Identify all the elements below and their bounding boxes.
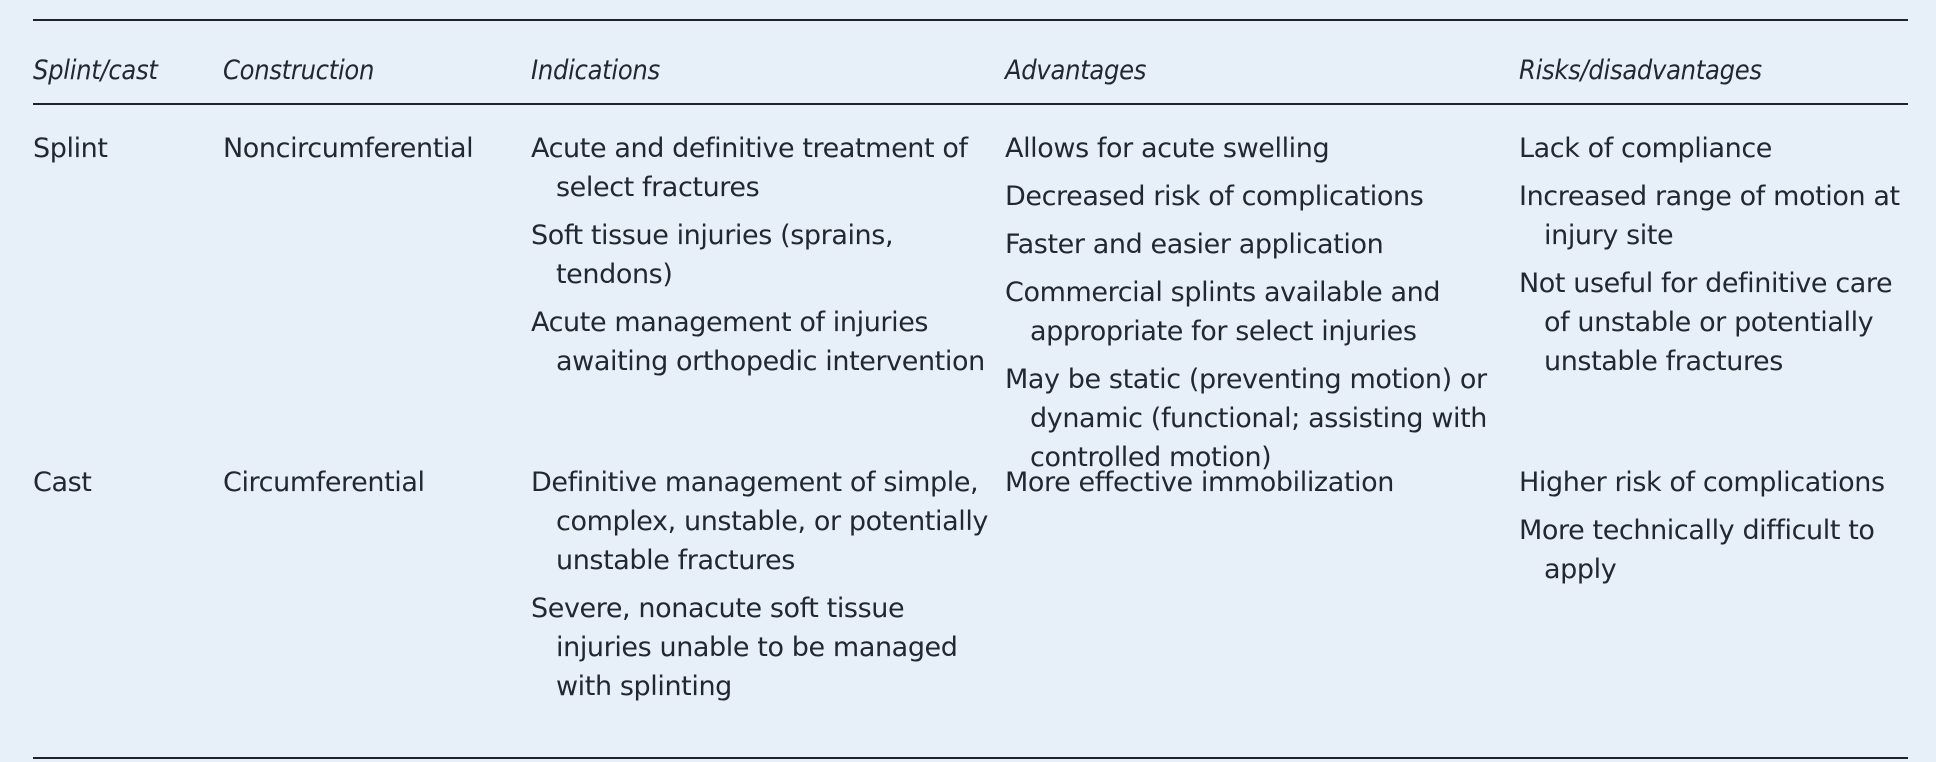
header-advantages: Advantages bbox=[1005, 55, 1147, 86]
cell-construction: Noncircumferential bbox=[223, 133, 474, 164]
header-row bbox=[33, 21, 1908, 103]
risk-item: Not useful for definitive care of unstable or potentially unstable fractures bbox=[1519, 268, 1893, 377]
indication-item: Soft tissue injuries (sprains, tendons) bbox=[531, 220, 894, 290]
indication-item: Definitive management of simple, complex, unstable, or potentially unstable fractures bbox=[531, 467, 989, 576]
header-indications: Indications bbox=[531, 55, 660, 86]
bottom-rule bbox=[33, 757, 1908, 759]
indication-item: Acute management of injuries awaiting orthopedic intervention bbox=[531, 307, 985, 377]
advantage-item: Allows for acute swelling bbox=[1005, 133, 1330, 164]
risk-item: More technically difficult to apply bbox=[1519, 515, 1875, 585]
cell-type: Cast bbox=[33, 467, 92, 498]
cell-indications bbox=[531, 463, 1005, 757]
header-splint-cast: Splint/cast bbox=[33, 55, 158, 86]
header-construction: Construction bbox=[223, 55, 375, 86]
cell-risks bbox=[1519, 463, 1908, 757]
advantage-item: May be static (preventing motion) or dynamic (functional; assisting with controlled motion) bbox=[1005, 364, 1488, 473]
risk-item: Lack of compliance bbox=[1519, 133, 1772, 164]
indication-item: Severe, nonacute soft tissue injuries unable to be managed with splinting bbox=[531, 593, 958, 702]
table-row-splint bbox=[33, 105, 1908, 473]
cell-indications bbox=[531, 129, 1005, 463]
advantage-item: Faster and easier application bbox=[1005, 229, 1384, 260]
cell-construction: Circumferential bbox=[223, 467, 425, 498]
risk-item: Higher risk of complications bbox=[1519, 467, 1885, 498]
header-risks: Risks/disadvantages bbox=[1519, 55, 1762, 86]
table-row-cast bbox=[33, 463, 1908, 757]
advantage-item: More effective immobilization bbox=[1005, 467, 1394, 498]
splint-cast-comparison-table bbox=[33, 19, 1908, 759]
cell-advantages bbox=[1005, 129, 1519, 473]
advantage-item: Commercial splints available and appropriate for select injuries bbox=[1005, 277, 1441, 347]
indication-item: Acute and definitive treatment of select fractures bbox=[531, 133, 968, 203]
cell-type: Splint bbox=[33, 133, 108, 164]
risk-item: Increased range of motion at injury site bbox=[1519, 181, 1900, 251]
cell-risks bbox=[1519, 129, 1908, 463]
advantage-item: Decreased risk of complications bbox=[1005, 181, 1424, 212]
cell-advantages bbox=[1005, 463, 1519, 757]
